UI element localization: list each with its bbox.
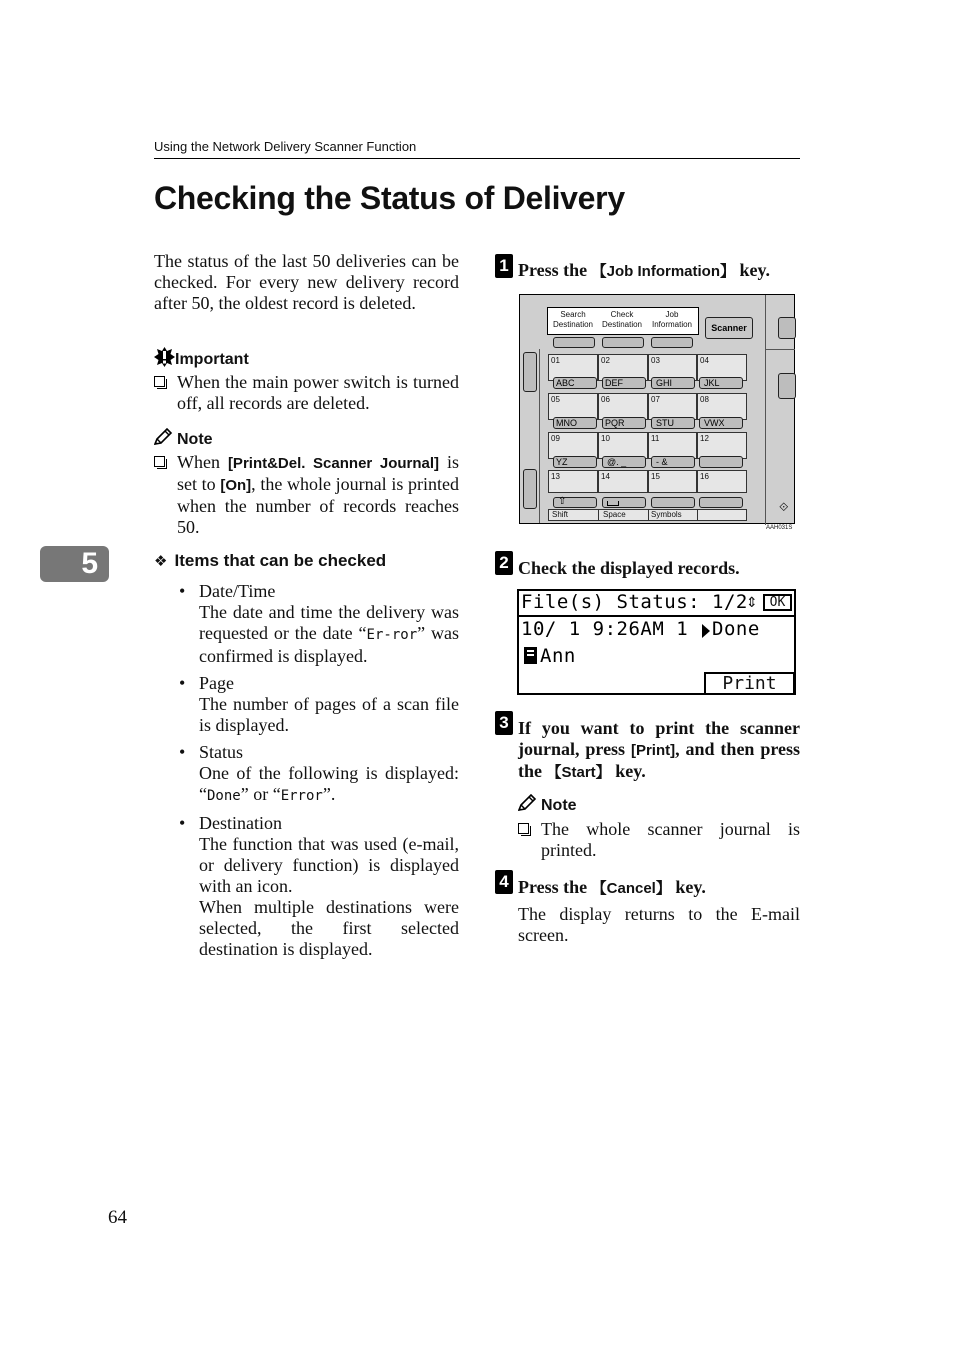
pencil-icon	[518, 794, 538, 812]
control-panel-figure	[519, 294, 795, 524]
list-item: • Date/Time The date and time the delivery was requested or the date “Er-ror” was confirmed is displayed.	[179, 581, 460, 666]
space-icon	[607, 501, 619, 506]
destination-cell[interactable]: 01	[548, 354, 598, 381]
tab-bar	[547, 307, 699, 335]
step-3-number: 3	[495, 711, 513, 735]
destination-cell[interactable]: 09	[548, 432, 598, 459]
index-key-pqr[interactable]: PQR	[602, 417, 646, 429]
print-button[interactable]: Print	[704, 672, 795, 694]
important-item: When the main power switch is turned off, all records are deleted.	[154, 372, 459, 414]
step-4-result: The display returns to the E-mail screen.	[518, 904, 800, 945]
destination-cell[interactable]: 10	[598, 432, 648, 459]
checkbox-bullet-icon	[518, 823, 529, 834]
bullet-dot-icon: •	[179, 813, 186, 833]
tab-check-destination[interactable]: Check Destination	[601, 310, 643, 329]
destination-cell[interactable]: 03	[648, 354, 697, 381]
lcd-record-line: 10/ 1 9:26AM 1	[521, 618, 689, 640]
destination-cell[interactable]: 16	[697, 470, 747, 493]
triangle-right-icon	[702, 624, 710, 638]
destination-cell[interactable]: 07	[648, 393, 697, 420]
tab-button-3[interactable]	[651, 337, 693, 348]
index-key-dash-amp[interactable]: - &	[651, 456, 695, 468]
note-2-heading: Note	[518, 794, 577, 815]
destination-cell[interactable]: 14	[598, 470, 648, 493]
step-1-text: Press the 【Job Information】 key.	[518, 260, 770, 280]
note-heading: Note	[154, 428, 213, 449]
important-icon	[154, 347, 175, 367]
index-key-blank[interactable]	[699, 456, 743, 468]
index-key-stu[interactable]: STU	[651, 417, 695, 429]
step-2-text: Check the displayed records.	[518, 558, 740, 578]
lcd-display	[517, 589, 796, 695]
step-4-number: 4	[495, 870, 513, 894]
destination-cell[interactable]: 12	[697, 432, 747, 459]
tab-job-information[interactable]: Job Information	[651, 310, 693, 329]
pencil-icon	[154, 428, 174, 446]
note-2-item: The whole scanner journal is printed.	[518, 819, 800, 861]
checkbox-bullet-icon	[154, 456, 165, 467]
header-rule	[154, 158, 800, 159]
blank-bottom-button[interactable]	[699, 497, 743, 508]
destination-cell[interactable]: 06	[598, 393, 648, 420]
bullet-dot-icon: •	[179, 581, 186, 601]
checkbox-bullet-icon	[154, 376, 165, 387]
step-1-number: 1	[495, 254, 513, 278]
lcd-line-1: File(s) Status: 1/2	[521, 591, 748, 613]
tab-button-1[interactable]	[553, 337, 595, 348]
symbols-button[interactable]	[651, 497, 695, 508]
index-key-vwx[interactable]: VWX	[699, 417, 743, 429]
list-item: • Destination The function that was used (e-mail, or delivery function) is displayed with an icon. When multiple destinations were selected, the first selected destination is displayed.	[179, 813, 459, 959]
index-key-at-dot[interactable]: @. _	[602, 456, 646, 468]
destination-cell[interactable]: 08	[697, 393, 747, 420]
index-key-def[interactable]: DEF	[602, 377, 646, 389]
scroll-up-button[interactable]	[523, 352, 537, 392]
figure-code: AAH031S	[766, 525, 793, 531]
destination-cell[interactable]: 04	[697, 354, 747, 381]
scanner-button[interactable]: Scanner	[705, 317, 753, 339]
destination-cell[interactable]: 15	[648, 470, 697, 493]
space-button[interactable]	[602, 497, 646, 508]
ok-button[interactable]: OK	[763, 594, 792, 611]
step-4-text: Press the 【Cancel】 key.	[518, 877, 706, 897]
panel-divider	[765, 295, 766, 525]
symbols-label: Symbols	[651, 510, 682, 519]
mail-destination-icon	[524, 647, 537, 664]
destination-cell[interactable]: 05	[548, 393, 598, 420]
step-2-number: 2	[495, 551, 513, 575]
bullet-dot-icon: •	[179, 742, 186, 762]
diamond-arrow-icon: ⟐	[779, 500, 789, 514]
index-key-mno[interactable]: MNO	[553, 417, 597, 429]
tab-button-2[interactable]	[602, 337, 644, 348]
index-key-yz[interactable]: YZ	[553, 456, 597, 468]
bullet-dot-icon: •	[179, 673, 186, 693]
destination-cell[interactable]: 02	[598, 354, 648, 381]
index-key-ghi[interactable]: GHI	[651, 377, 695, 389]
diamond-bullet-icon: ❖	[154, 552, 168, 570]
items-list	[179, 581, 459, 966]
destination-cell[interactable]: 13	[548, 470, 598, 493]
step-3-text: If you want to print the scanner journal, press [Print], and then press the 【Start】 key.	[518, 718, 801, 781]
running-head: Using the Network Delivery Scanner Function	[154, 139, 417, 154]
note-item: When [Print&Del. Scanner Journal] is set to [On], the whole journal is printed when the number of records reaches 50.	[154, 452, 459, 538]
index-key-jkl[interactable]: JKL	[699, 377, 743, 389]
shift-icon: ⇧	[558, 496, 567, 507]
scroll-down-button[interactable]	[523, 469, 537, 509]
tab-search-destination[interactable]: Search Destination	[552, 310, 594, 329]
chapter-number: 5	[81, 547, 98, 580]
lcd-status: Done	[712, 618, 760, 640]
page-number: 64	[108, 1207, 127, 1228]
space-label: Space	[603, 510, 626, 519]
lcd-destination: Ann	[540, 645, 576, 667]
items-heading: ❖ Items that can be checked	[154, 551, 387, 570]
destination-cell[interactable]: 11	[648, 432, 697, 459]
list-item: • Status One of the following is displayed: “Done” or “Error”.	[179, 742, 459, 804]
page-title: Checking the Status of Delivery	[154, 180, 625, 216]
index-key-abc[interactable]: ABC	[553, 377, 597, 389]
side-button-top[interactable]	[778, 317, 796, 339]
shift-label: Shift	[552, 510, 569, 519]
intro-paragraph: The status of the last 50 deliveries can be checked. For every new delivery record after 50, the oldest record is deleted.	[154, 251, 459, 313]
important-heading: Important	[154, 347, 249, 369]
up-down-arrow-icon: ⇕	[746, 595, 758, 611]
list-item: • Page The number of pages of a scan file is displayed.	[179, 673, 459, 735]
side-button-middle[interactable]	[778, 373, 796, 399]
shift-button[interactable]	[553, 497, 597, 508]
